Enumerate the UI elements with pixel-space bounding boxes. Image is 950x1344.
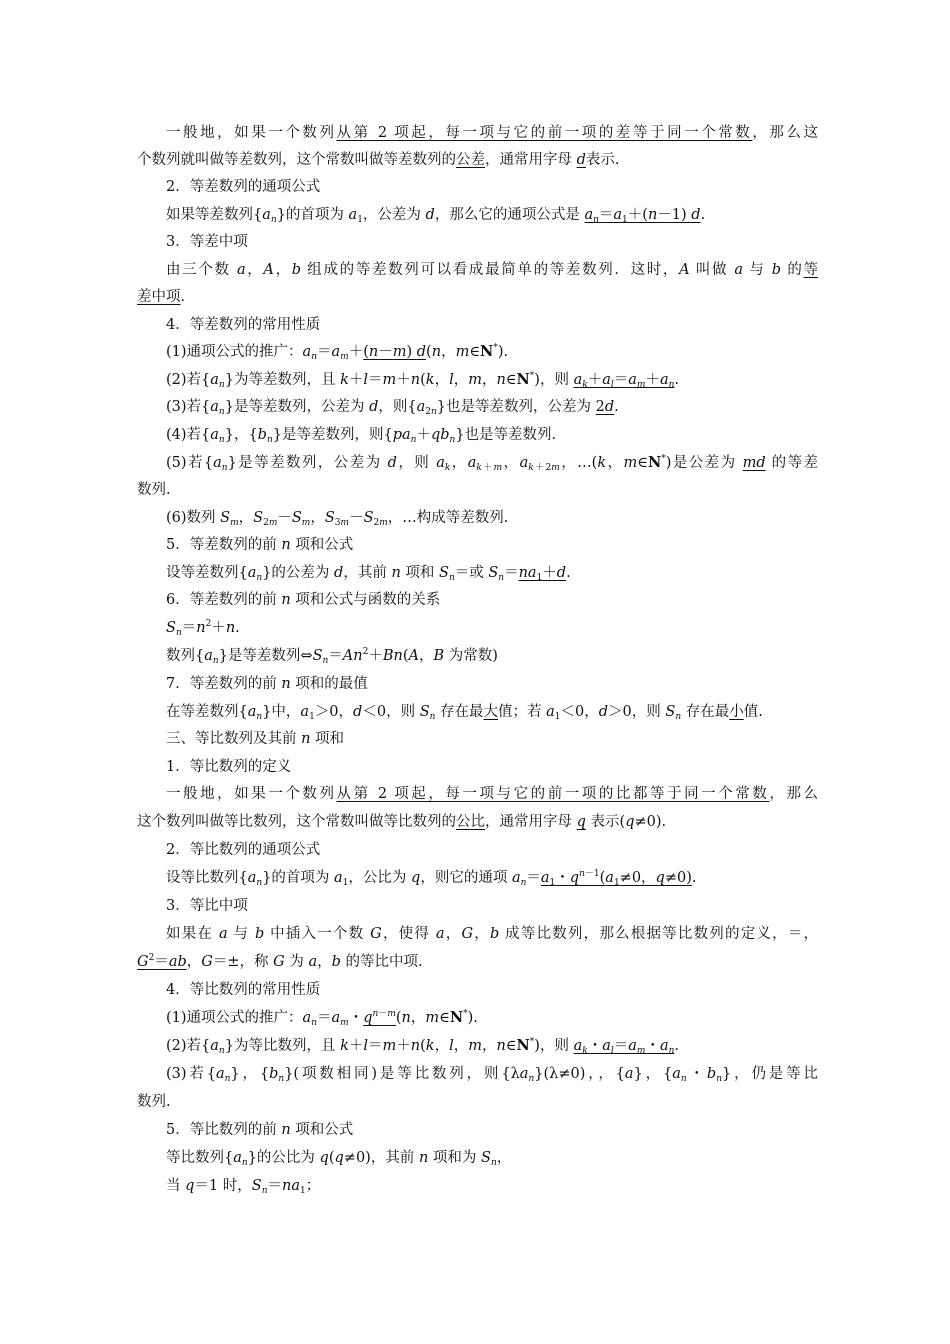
section-heading: 5．等差数列的前 n 项和公式 — [166, 537, 354, 553]
text-line: (4)若$\{a_n\}$，$\{b_n\}$是等差数列，则$\{pa_n+qb_n\}$也是等差数列. — [166, 427, 557, 445]
text-line: 当 q＝1 时，$S_n=na_1$； — [166, 1178, 321, 1196]
section-heading: 5．等比数列的前 n 项和公式 — [166, 1122, 354, 1138]
section-heading: 3．等差中项 — [166, 234, 248, 250]
text-line: 一般地，如果一个数列从第 2 项起，每一项与它的前一项的比都等于同一个常数，那么 — [166, 786, 818, 802]
text-line: (1)通项公式的推广：$a_n=a_m+(n-m)$ d(n，m∈N*). — [166, 343, 509, 362]
text-line: 在等差数列$\{a_n\}$中，$a_1>0$，d＜0，则 $S_n$ 存在最大值；若 $a_1<0$，d＞0，则 $S_n$ 存在最小值. — [166, 704, 763, 722]
text-line: 如果在 a 与 b 中插入一个数 G，使得 a，G，b 成等比数列，那么根据等比数列的定义，＝， — [166, 926, 819, 942]
text-line: (6)数列 $S_m$，$S_{2m}-S_m$，$S_{3m}-S_{2m}$，…构成等差数列. — [166, 510, 509, 528]
text-line: 设等差数列$\{a_n\}$的公差为 d，其前 n 项和 $S_n=$或 $S_n=na_1+d$. — [166, 565, 571, 583]
chapter-heading: 三、等比数列及其前 n 项和 — [166, 731, 345, 747]
section-heading: 3．等比中项 — [166, 898, 248, 914]
text-line: (2)若$\{a_n\}$为等比数列，且 k＋l＝m＋n(k，l，m，n∈N*)，则 $a_k$・$a_l=a_m$・$a_n$. — [166, 1037, 680, 1056]
text-line: 由三个数 a，A，b 组成的等差数列可以看成最简单的等差数列．这时，A 叫做 a 与 b 的等 — [166, 262, 819, 278]
section-heading: 6．等差数列的前 n 项和公式与函数的关系 — [166, 592, 441, 608]
text-line: (1)通项公式的推广：$a_n=a_m$・$q^{n-m}(n$，m∈N*). — [166, 1009, 478, 1028]
text-line: (3)若$\{a_n\}$是等差数列，公差为 d，则$\{a_{2n}\}$也是等差数列，公差为 2d. — [166, 399, 619, 417]
text-line: 差中项. — [137, 289, 186, 305]
text-line: 数列. — [137, 482, 171, 498]
text-line: (5)若$\{a_n\}$是等差数列，公差为 d，则 $a_k$，$a_{k+m}$，$a_{k+2m}$，…(k，m∈N*)是公差为 md 的等差 — [166, 454, 819, 473]
text-line: 等比数列$\{a_n\}$的公比为 q(q≠0)，其前 n 项和为 $S_n$， — [166, 1150, 512, 1168]
text-line: 设等比数列$\{a_n\}$的首项为 $a_1$，公比为 q，则它的通项 $a_n=a_1$・$q^{n-1}(a_1\ne 0$，q≠0). — [166, 869, 697, 888]
text-line: (3)若$\{a_n\}$，$\{b_n\}$(项数相同)是等比数列，则$\{\lambda a_n\}(\lambda\ne 0)$，，{a}，{$a_n$・$b_n$}，仍是等比 — [166, 1066, 819, 1084]
section-heading: 4．等比数列的常用性质 — [166, 982, 321, 998]
text-line: $S_n=n^2+n$. — [166, 619, 240, 638]
text-line: (2)若$\{a_n\}$为等差数列，且 k＋l＝m＋n(k，l，m，n∈N*)，则 $a_k+a_l=a_m+a_n$. — [166, 371, 680, 390]
text-line: $G^2=ab$，G＝±，称 G 为 a，b 的等比中项. — [137, 953, 423, 970]
text-line: 一般地，如果一个数列从第 2 项起，每一项与它的前一项的差等于同一个常数，那么这 — [166, 125, 819, 141]
section-heading: 2．等差数列的通项公式 — [166, 179, 321, 195]
section-heading: 1．等比数列的定义 — [166, 759, 292, 775]
section-heading: 4．等差数列的常用性质 — [166, 317, 321, 333]
text-line: 数列$\{a_n\}$是等差数列$\Leftrightarrow S_n=An^2+Bn(A$，B 为常数) — [166, 647, 498, 666]
section-heading: 2．等比数列的通项公式 — [166, 842, 321, 858]
section-heading: 7．等差数列的前 n 项和的最值 — [166, 676, 368, 692]
text-line: 个数列就叫做等差数列，这个常数叫做等差数列的公差，通常用字母 d表示. — [137, 152, 620, 168]
text-line: 如果等差数列$\{a_n\}$的首项为 $a_1$，公差为 d，那么它的通项公式是 $a_n=a_1+(n-1)$ d. — [166, 207, 706, 225]
text-line: 数列. — [137, 1094, 171, 1110]
text-line: 这个数列叫做等比数列，这个常数叫做等比数列的公比，通常用字母 q 表示(q≠0). — [137, 814, 667, 830]
